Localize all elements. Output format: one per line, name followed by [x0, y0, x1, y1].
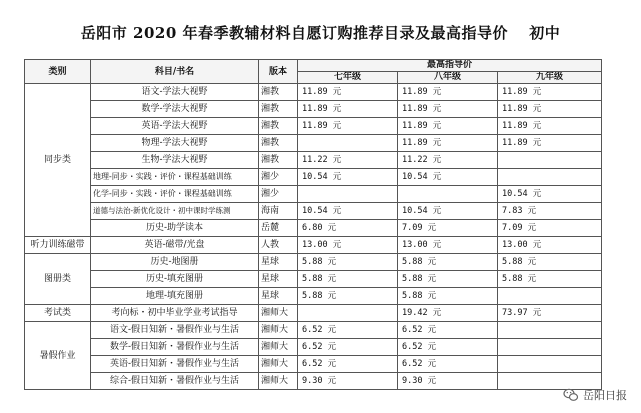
edition-cell: 湘教: [259, 135, 298, 152]
grade-7-price: 11.89 元: [298, 84, 398, 101]
grade-7-price: 11.22 元: [298, 152, 398, 169]
subject-cell: 化学-同步・实践・评价・课程基础训练: [91, 186, 259, 203]
subject-cell: 综合-假日知新・暑假作业与生活: [91, 373, 259, 390]
table-row: [25, 118, 602, 135]
edition-cell: 岳麓: [259, 220, 298, 237]
grade-8-price: 11.89 元: [398, 118, 498, 135]
grade-9-price: [498, 152, 602, 169]
edition-cell: 星球: [259, 254, 298, 271]
table-row: [25, 305, 602, 322]
edition-cell: 湘师大: [259, 305, 298, 322]
subject-cell: 语文-假日知新・暑假作业与生活: [91, 322, 259, 339]
grade-7-price: 5.88 元: [298, 254, 398, 271]
grade-8-price: 19.42 元: [398, 305, 498, 322]
category-cell: 暑假作业: [25, 322, 91, 390]
subject-cell: 道德与法治-新优化设计・初中课时学练测: [91, 203, 259, 220]
grade-8-price: [398, 186, 498, 203]
grade-7-header: 七年级: [298, 72, 398, 84]
subject-cell: 英语-假日知新・暑假作业与生活: [91, 356, 259, 373]
grade-9-price: 73.97 元: [498, 305, 602, 322]
wechat-icon: [563, 387, 579, 403]
edition-cell: 星球: [259, 288, 298, 305]
table-row: [25, 339, 602, 356]
grade-7-price: 13.00 元: [298, 237, 398, 254]
subject-cell: 生物-学法大视野: [91, 152, 259, 169]
subject-cell: 数学-学法大视野: [91, 101, 259, 118]
grade-9-price: [498, 169, 602, 186]
edition-cell: 湘教: [259, 101, 298, 118]
category-header: 类别: [25, 60, 91, 84]
table-row: [25, 356, 602, 373]
edition-cell: 湘师大: [259, 356, 298, 373]
edition-cell: 湘教: [259, 152, 298, 169]
table-row: [25, 203, 602, 220]
grade-8-price: 5.88 元: [398, 254, 498, 271]
edition-cell: 海南: [259, 203, 298, 220]
table-row: [25, 271, 602, 288]
grade-8-price: 7.09 元: [398, 220, 498, 237]
table-row: [25, 101, 602, 118]
grade-7-price: 9.30 元: [298, 373, 398, 390]
table-row: [25, 373, 602, 390]
grade-9-price: 7.83 元: [498, 203, 602, 220]
subject-cell: 地理-填充图册: [91, 288, 259, 305]
grade-8-price: 9.30 元: [398, 373, 498, 390]
grade-9-price: 7.09 元: [498, 220, 602, 237]
watermark-text: 岳阳日报: [583, 389, 627, 402]
grade-9-price: 11.89 元: [498, 118, 602, 135]
grade-9-price: [498, 322, 602, 339]
grade-7-price: [298, 135, 398, 152]
edition-cell: 湘师大: [259, 339, 298, 356]
grade-9-price: [498, 339, 602, 356]
grade-7-price: 6.52 元: [298, 339, 398, 356]
grade-8-price: 6.52 元: [398, 322, 498, 339]
subject-cell: 地理-同步・实践・评价・课程基础训练: [91, 169, 259, 186]
subject-header: 科目/书名: [91, 60, 259, 84]
subject-cell: 语文-学法大视野: [91, 84, 259, 101]
table-row: [25, 322, 602, 339]
grade-8-price: 5.88 元: [398, 271, 498, 288]
edition-header: 版本: [259, 60, 298, 84]
grade-8-price: 11.89 元: [398, 101, 498, 118]
grade-9-price: 11.89 元: [498, 101, 602, 118]
grade-8-price: 6.52 元: [398, 339, 498, 356]
edition-cell: 湘教: [259, 84, 298, 101]
price-table: [24, 59, 602, 390]
table-row: [25, 186, 602, 203]
grade-9-price: 13.00 元: [498, 237, 602, 254]
grade-8-price: 10.54 元: [398, 169, 498, 186]
grade-7-price: 10.54 元: [298, 169, 398, 186]
grade-7-price: 6.52 元: [298, 356, 398, 373]
category-cell: 同步类: [25, 84, 91, 237]
edition-cell: 星球: [259, 271, 298, 288]
header-row: [25, 60, 602, 72]
grade-9-price: 5.88 元: [498, 254, 602, 271]
grade-9-price: 11.89 元: [498, 135, 602, 152]
subject-cell: 英语-学法大视野: [91, 118, 259, 135]
subject-cell: 历史-填充图册: [91, 271, 259, 288]
grade-7-price: 6.80 元: [298, 220, 398, 237]
grade-8-price: 5.88 元: [398, 288, 498, 305]
subject-cell: 考向标・初中毕业学业考试指导: [91, 305, 259, 322]
grade-7-price: 11.89 元: [298, 118, 398, 135]
grade-8-price: 11.89 元: [398, 84, 498, 101]
grade-7-price: 6.52 元: [298, 322, 398, 339]
table-row: [25, 169, 602, 186]
table-row: [25, 254, 602, 271]
grade-9-price: 10.54 元: [498, 186, 602, 203]
subject-cell: 历史-助学读本: [91, 220, 259, 237]
grade-8-price: 13.00 元: [398, 237, 498, 254]
grade-7-price: 11.89 元: [298, 101, 398, 118]
grade-8-price: 6.52 元: [398, 356, 498, 373]
page-title: 岳阳市 2020 年春季教辅材料自愿订购推荐目录及最高指导价 初中: [80, 24, 561, 42]
subject-cell: 历史-地图册: [91, 254, 259, 271]
table-row: [25, 135, 602, 152]
grade-7-price: 10.54 元: [298, 203, 398, 220]
grade-8-price: 10.54 元: [398, 203, 498, 220]
grade-7-price: [298, 305, 398, 322]
table-row: [25, 84, 602, 101]
table-row: [25, 237, 602, 254]
edition-cell: 湘师大: [259, 322, 298, 339]
table-row: [25, 288, 602, 305]
category-cell: 听力训练磁带: [25, 237, 91, 254]
max-price-header: 最高指导价: [298, 60, 602, 72]
edition-cell: 湘师大: [259, 373, 298, 390]
edition-cell: 人教: [259, 237, 298, 254]
grade-7-price: 5.88 元: [298, 271, 398, 288]
grade-9-price: [498, 356, 602, 373]
edition-cell: 湘少: [259, 169, 298, 186]
grade-9-header: 九年级: [498, 72, 602, 84]
category-cell: 图册类: [25, 254, 91, 305]
grade-9-price: 11.89 元: [498, 84, 602, 101]
grade-9-price: 5.88 元: [498, 271, 602, 288]
category-cell: 考试类: [25, 305, 91, 322]
edition-cell: 湘教: [259, 118, 298, 135]
table-row: [25, 220, 602, 237]
subject-cell: 物理-学法大视野: [91, 135, 259, 152]
grade-8-price: 11.89 元: [398, 135, 498, 152]
grade-8-price: 11.22 元: [398, 152, 498, 169]
grade-7-price: [298, 186, 398, 203]
edition-cell: 湘少: [259, 186, 298, 203]
table-row: [25, 152, 602, 169]
grade-9-price: [498, 288, 602, 305]
watermark: [563, 387, 627, 403]
grade-8-header: 八年级: [398, 72, 498, 84]
subject-cell: 数学-假日知新・暑假作业与生活: [91, 339, 259, 356]
subject-cell: 英语-磁带/光盘: [91, 237, 259, 254]
grade-7-price: 5.88 元: [298, 288, 398, 305]
